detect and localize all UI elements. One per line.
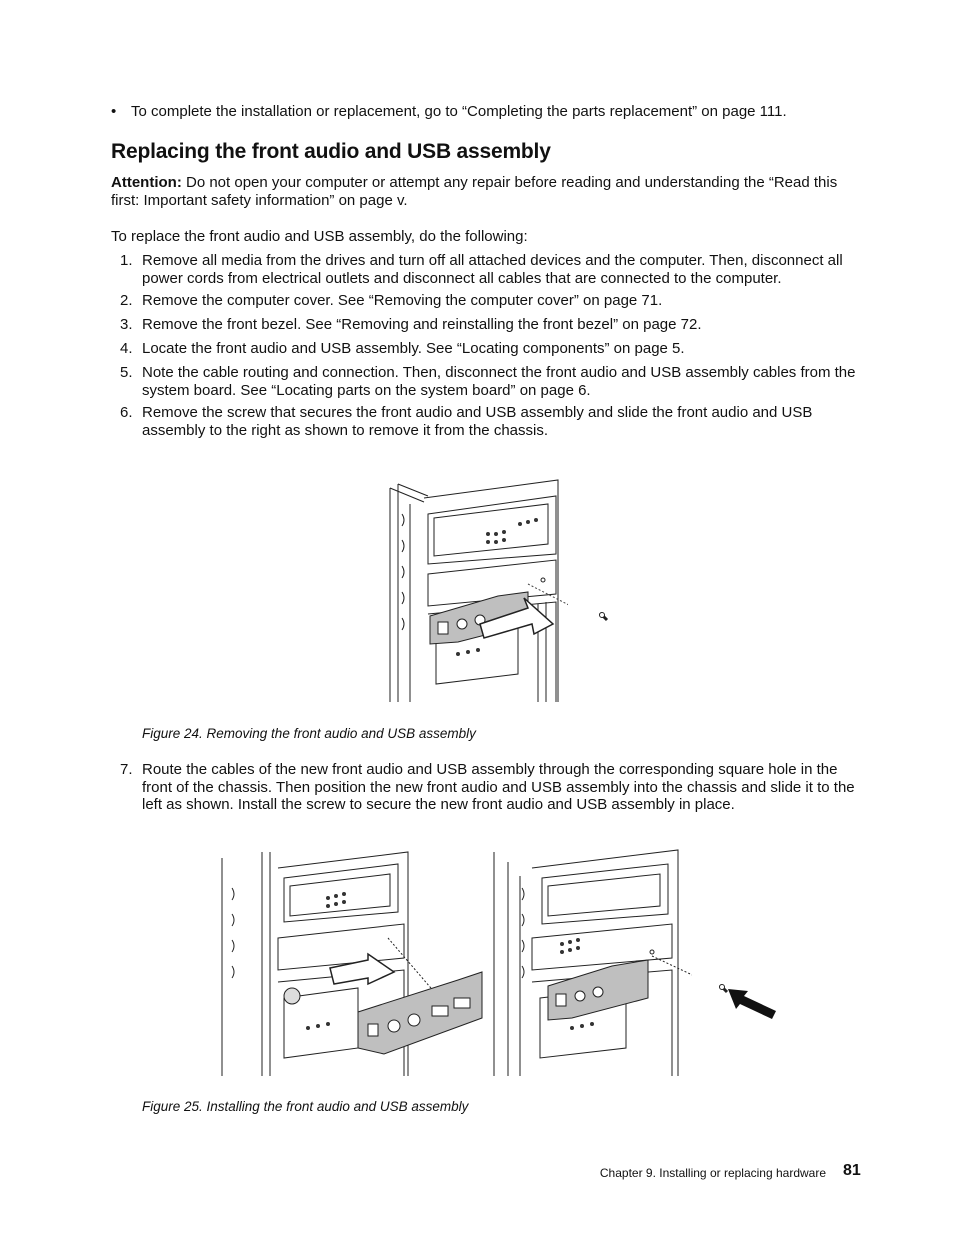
- step-number: 6.: [120, 404, 133, 421]
- completion-bullet-text: To complete the installation or replacement, go to “Completing the parts replacement” on page 111.: [131, 103, 787, 120]
- step-item: [120, 316, 862, 334]
- section-title: Replacing the front audio and USB assembly: [111, 140, 551, 163]
- step-item: [120, 404, 862, 439]
- step-text: Remove all media from the drives and turn off all attached devices and the computer. Then, disconnect all power cords from electrical outlets and disconnect all cables that are connected to the computer.: [142, 252, 843, 287]
- figure-25-caption: Figure 25. Installing the front audio and USB assembly: [142, 1099, 469, 1114]
- figure-25-right-illustration: [492, 848, 692, 1076]
- step-item: [120, 292, 862, 310]
- step-text: Locate the front audio and USB assembly. See “Locating components” on page 5.: [142, 340, 685, 357]
- step-text: Remove the computer cover. See “Removing the computer cover” on page 71.: [142, 292, 663, 309]
- step-number: 2.: [120, 292, 133, 309]
- page-number: 81: [843, 1162, 861, 1179]
- figure-24-caption: Figure 24. Removing the front audio and USB assembly: [142, 726, 476, 741]
- attention-notice: [111, 174, 863, 209]
- install-arrow-icon: [726, 985, 778, 1021]
- step-item: [120, 340, 862, 358]
- step-number: 5.: [120, 364, 133, 381]
- procedure-intro: To replace the front audio and USB assembly, do the following:: [111, 228, 528, 245]
- step-number: 7.: [120, 761, 133, 778]
- step-item: [120, 364, 862, 399]
- screw-icon: [598, 611, 610, 623]
- step-number: 3.: [120, 316, 133, 333]
- step-number: 4.: [120, 340, 133, 357]
- figure-24-illustration: [388, 474, 568, 702]
- step-number: 1.: [120, 252, 133, 269]
- figure-25-left-illustration: [218, 848, 488, 1076]
- attention-text: Do not open your computer or attempt any repair before reading and understanding the “Read this first: Important safety information” on page v.: [111, 174, 838, 209]
- bullet-marker: •: [111, 103, 117, 120]
- footer-chapter: Chapter 9. Installing or replacing hardware: [599, 1166, 826, 1180]
- step-text: Route the cables of the new front audio and USB assembly through the corresponding square hole in the front of the chassis. Then position the new front audio and USB assembly into the chassis and slide it to the left as shown. Install the screw to secure the new front audio and USB assembly in place.: [142, 761, 855, 813]
- step-text: Remove the screw that secures the front audio and USB assembly and slide the front audio and USB assembly to the right as shown to remove it from the chassis.: [142, 404, 813, 439]
- step-item: [120, 761, 862, 814]
- step-text: Remove the front bezel. See “Removing and reinstalling the front bezel” on page 72.: [142, 316, 702, 333]
- step-text: Note the cable routing and connection. Then, disconnect the front audio and USB assembly cables from the system board. See “Locating parts on the system board” on page 6.: [142, 364, 856, 399]
- completion-bullet: [111, 103, 871, 121]
- attention-label: Attention:: [111, 174, 182, 191]
- step-item: [120, 252, 862, 287]
